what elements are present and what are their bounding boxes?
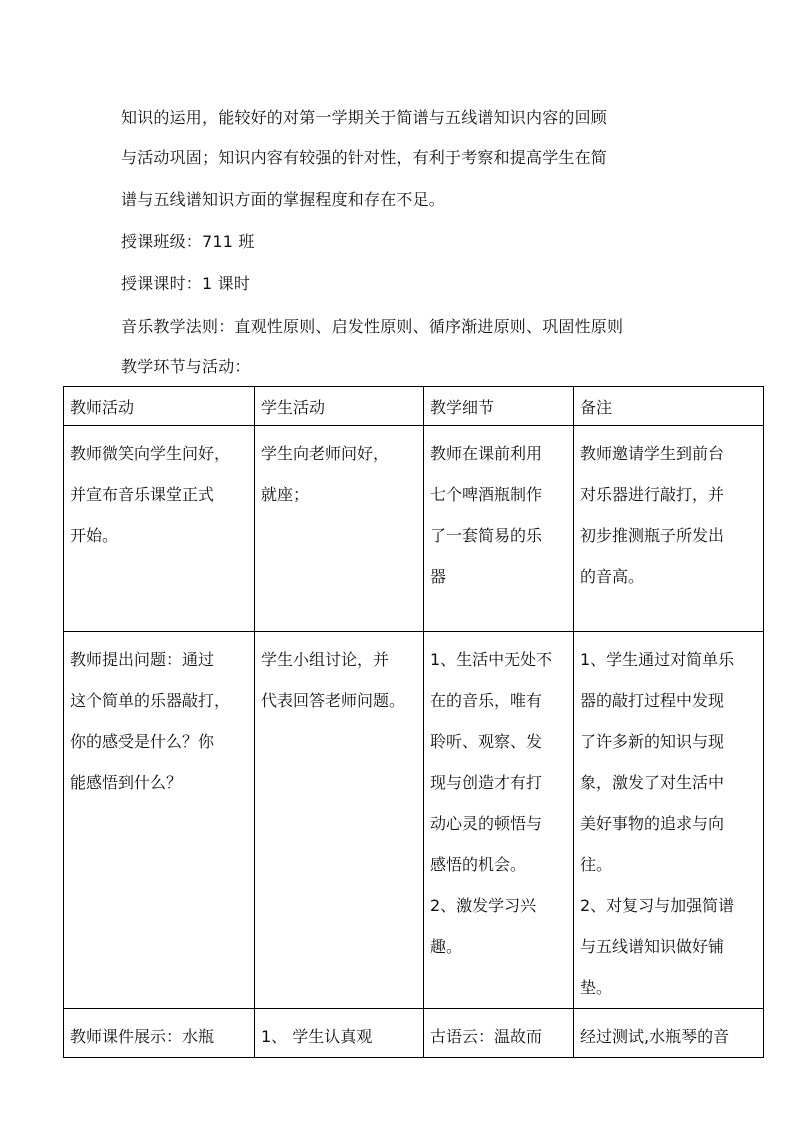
cell-remarks bbox=[574, 426, 764, 632]
header-teacher-activity: 教师活动 bbox=[64, 387, 255, 426]
intro-line-3: 谱与五线谱知识方面的掌握程度和存在不足。 bbox=[121, 190, 446, 209]
cell-text-line: 初步推测瓶子所发出 bbox=[580, 526, 725, 545]
cell-text-line: 感悟的机会。 bbox=[430, 855, 527, 874]
teaching-principles: 音乐教学法则：直观性原则、启发性原则、循序渐进原则、巩固性原则 bbox=[121, 317, 624, 336]
cell-text-line: 教师提出问题：通过 bbox=[70, 650, 215, 669]
lesson-activity-table bbox=[63, 386, 764, 1058]
cell-text-line: 教师邀请学生到前台 bbox=[580, 444, 725, 463]
intro-line-1: 知识的运用，能较好的对第一学期关于简谱与五线谱知识内容的回顾 bbox=[121, 108, 608, 127]
cell-text-line: 2、激发学习兴趣。 bbox=[430, 896, 537, 956]
cell-remarks bbox=[574, 632, 764, 1009]
cell-teaching-details bbox=[424, 1009, 574, 1058]
header-remarks: 备注 bbox=[574, 387, 764, 426]
cell-text-line: 你的感受是什么？你 bbox=[70, 732, 215, 751]
cell-text-line: 现与创造才有打 bbox=[430, 773, 543, 792]
cell-text-line: 古语云：温故而 bbox=[430, 1027, 543, 1046]
cell-text-line: 学生小组讨论，并 bbox=[261, 650, 390, 669]
intro-line-2: 与活动巩固；知识内容有较强的针对性，有利于考察和提高学生在简 bbox=[121, 148, 608, 167]
cell-teaching-details bbox=[424, 426, 574, 632]
header-teaching-details: 教学细节 bbox=[424, 387, 574, 426]
cell-text-line: 并宣布音乐课堂正式 bbox=[70, 485, 215, 504]
cell-text-line: 美好事物的追求与向 bbox=[580, 814, 725, 833]
cell-text-line: 代表回答老师问题。 bbox=[261, 691, 406, 710]
cell-text-line: 能感悟到什么？ bbox=[70, 773, 183, 792]
cell-text-line: 教师在课前利用 bbox=[430, 444, 543, 463]
cell-text-line: 动心灵的顿悟与 bbox=[430, 814, 543, 833]
table-row bbox=[64, 632, 764, 1009]
cell-text-line: 2、对复习与加强简谱 bbox=[580, 896, 735, 915]
cell-text-line: 就座； bbox=[261, 485, 310, 504]
cell-text-line: 教师课件展示：水瓶 bbox=[70, 1027, 215, 1046]
table-row bbox=[64, 1009, 764, 1058]
cell-remarks bbox=[574, 1009, 764, 1058]
cell-text-line: 的音高。 bbox=[580, 567, 645, 586]
period-info: 授课课时：1 课时 bbox=[121, 274, 251, 293]
cell-text-line: 了许多新的知识与现 bbox=[580, 732, 725, 751]
cell-text-line: 器的敲打过程中发现 bbox=[580, 691, 725, 710]
cell-text-line: 器 bbox=[430, 567, 447, 586]
cell-text-line: 1、生活中无处不 bbox=[430, 650, 553, 669]
cell-text-line: 开始。 bbox=[70, 526, 119, 545]
cell-teaching-details bbox=[424, 632, 574, 1009]
cell-text-line: 对乐器进行敲打，并 bbox=[580, 485, 725, 504]
table-row bbox=[64, 426, 764, 632]
cell-student-activity bbox=[255, 632, 424, 1009]
cell-student-activity bbox=[255, 426, 424, 632]
cell-teacher-activity bbox=[64, 426, 255, 632]
cell-text-line: 与五线谱知识做好铺 bbox=[580, 937, 725, 956]
cell-text-line: 往。 bbox=[580, 855, 613, 874]
cell-text-line: 这个简单的乐器敲打， bbox=[70, 691, 231, 710]
cell-student-activity bbox=[255, 1009, 424, 1058]
cell-text-line: 教师微笑向学生问好， bbox=[70, 444, 231, 463]
cell-text-line: 1、 学生认真观 bbox=[261, 1027, 373, 1046]
cell-teacher-activity bbox=[64, 1009, 255, 1058]
table-header-row bbox=[64, 387, 764, 426]
cell-text-line: 聆听、观察、发 bbox=[430, 732, 543, 751]
cell-text-line: 学生向老师问好， bbox=[261, 444, 390, 463]
cell-text-line: 1、学生通过对简单乐 bbox=[580, 650, 735, 669]
cell-text-line: 七个啤酒瓶制作 bbox=[430, 485, 543, 504]
class-info: 授课班级：711 班 bbox=[121, 232, 255, 251]
cell-text-line: 象，激发了对生活中 bbox=[580, 773, 725, 792]
cell-text-line: 经过测试,水瓶琴的音 bbox=[580, 1027, 730, 1046]
header-student-activity: 学生活动 bbox=[255, 387, 424, 426]
cell-text-line: 在的音乐，唯有 bbox=[430, 691, 543, 710]
section-heading: 教学环节与活动： bbox=[121, 357, 251, 376]
cell-teacher-activity bbox=[64, 632, 255, 1009]
cell-text-line: 了一套简易的乐 bbox=[430, 526, 543, 545]
cell-text-line: 垫。 bbox=[580, 978, 613, 997]
